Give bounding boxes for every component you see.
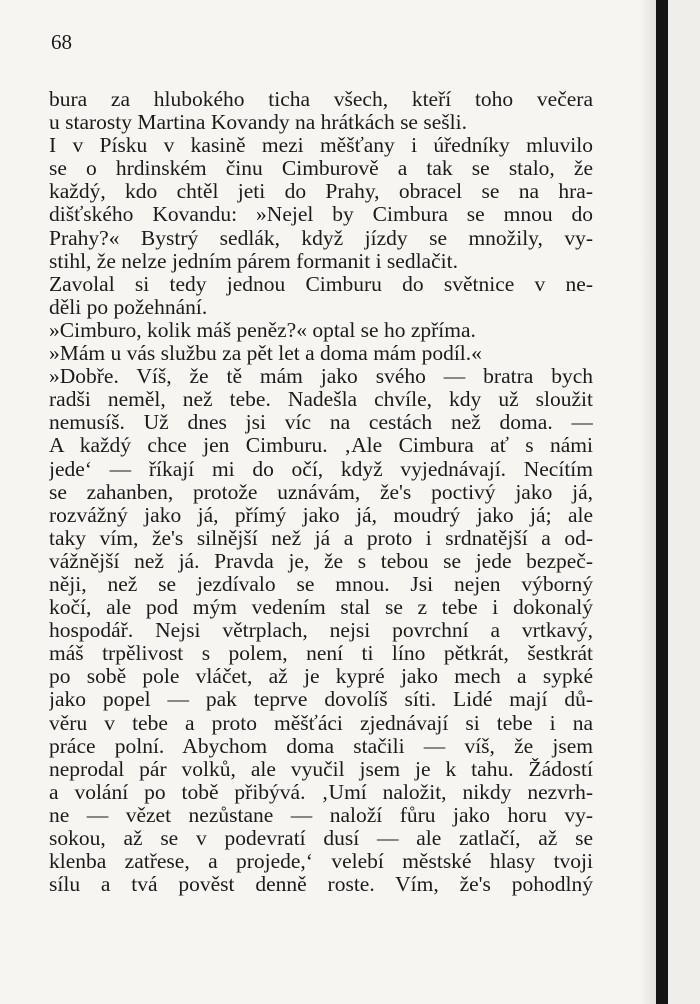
text-line: sílu a tvá pověst denně roste. Vím, že's pohodlný (49, 873, 593, 897)
facing-page-edge (668, 0, 700, 1004)
text-line: neprodal pár volků, ale vyučil jsem je k tahu. Žádostí (49, 757, 593, 781)
text-line: každý, kdo chtěl jeti do Prahy, obracel se na hra- (49, 180, 593, 204)
text-line: jede‘ — říkají mi do očí, když vyjednávají. Necítím (49, 457, 593, 481)
text-line: I v Písku v kasině mezi měšťany i úředníky mluvilo (49, 134, 593, 158)
text-line: stihl, že nelze jedním párem formanit i sedlačit. (49, 249, 458, 273)
text-line: kočí, ale pod mým vedením stal se z tebe i dokonalý (49, 596, 593, 620)
text-line: máš trpělivost s polem, není ti líno pětkrát, šestkrát (49, 642, 593, 666)
body-text (49, 88, 593, 896)
text-line: vážnější než já. Pravda je, že s tebou se jede bezpeč- (49, 549, 593, 573)
text-line: »Mám u vás službu za pět let a doma mám podíl.« (49, 342, 482, 366)
text-line: bura za hlubokého ticha všech, kteří toho večera (49, 88, 593, 111)
text-line: ne — vězet nezůstane — naloží fůru jako horu vy- (49, 803, 593, 827)
text-line: Prahy?« Bystrý sedlák, když jízdy se množily, vy- (49, 226, 593, 250)
text-line: hospodář. Nejsi větrplach, nejsi povrchní a vrtkavý, (49, 619, 593, 643)
text-line: »Cimburo, kolik máš peněz?« optal se ho zpříma. (49, 318, 476, 342)
text-line: se o hrdinském činu Cimburově a tak se stalo, že (49, 157, 593, 181)
text-line: po sobě pole vláčet, až je kypré jako mech a sypké (49, 665, 593, 689)
text-line: jako popel — pak teprve dovolíš síti. Lidé mají dů- (49, 688, 593, 712)
text-line: »Dobře. Víš, že tě mám jako svého — bratra bych (49, 365, 593, 389)
text-line: a volání po tobě přibývá. ‚Umí naložit, nikdy nezvrh- (49, 780, 593, 804)
page-number: 68 (51, 30, 72, 54)
text-line: něji, než se jezdívalo se mnou. Jsi nejen výborný (49, 572, 593, 596)
book-spine (656, 0, 668, 1004)
text-line: věru v tebe a proto měšťáci zjednávají si tebe i na (49, 711, 593, 735)
page-gutter-shadow (640, 0, 656, 1004)
text-line: taky vím, že's silnější než já a proto i srdnatější a od- (49, 526, 593, 550)
text-line: klenba zatřese, a projede,‘ velebí městské hlasy tvoji (49, 850, 593, 874)
text-line: rozvážný jako já, přímý jako já, moudrý jako já; ale (49, 503, 593, 527)
text-line: děli po požehnání. (49, 295, 208, 319)
text-line: sokou, až se v podevratí dusí — ale zatlačí, až se (49, 827, 593, 850)
text-line: nemusíš. Už dnes jsi víc na cestách než doma. — (49, 411, 593, 435)
text-line: práce polní. Abychom doma stačili — víš, že jsem (49, 734, 593, 758)
text-line: se zahanben, protože uznávám, že's poctivý jako já, (49, 480, 593, 504)
text-line: radši neměl, než tebe. Nadešla chvíle, kdy už sloužit (49, 388, 593, 412)
text-line: A každý chce jen Cimburu. ‚Ale Cimbura ať s námi (49, 434, 593, 458)
text-line: u starosty Martina Kovandy na hrátkách se sešli. (49, 111, 467, 135)
text-line: Zavolal si tedy jednou Cimburu do světnice v ne- (49, 272, 593, 296)
text-line: dišťského Kovandu: »Nejel by Cimbura se mnou do (49, 203, 593, 227)
